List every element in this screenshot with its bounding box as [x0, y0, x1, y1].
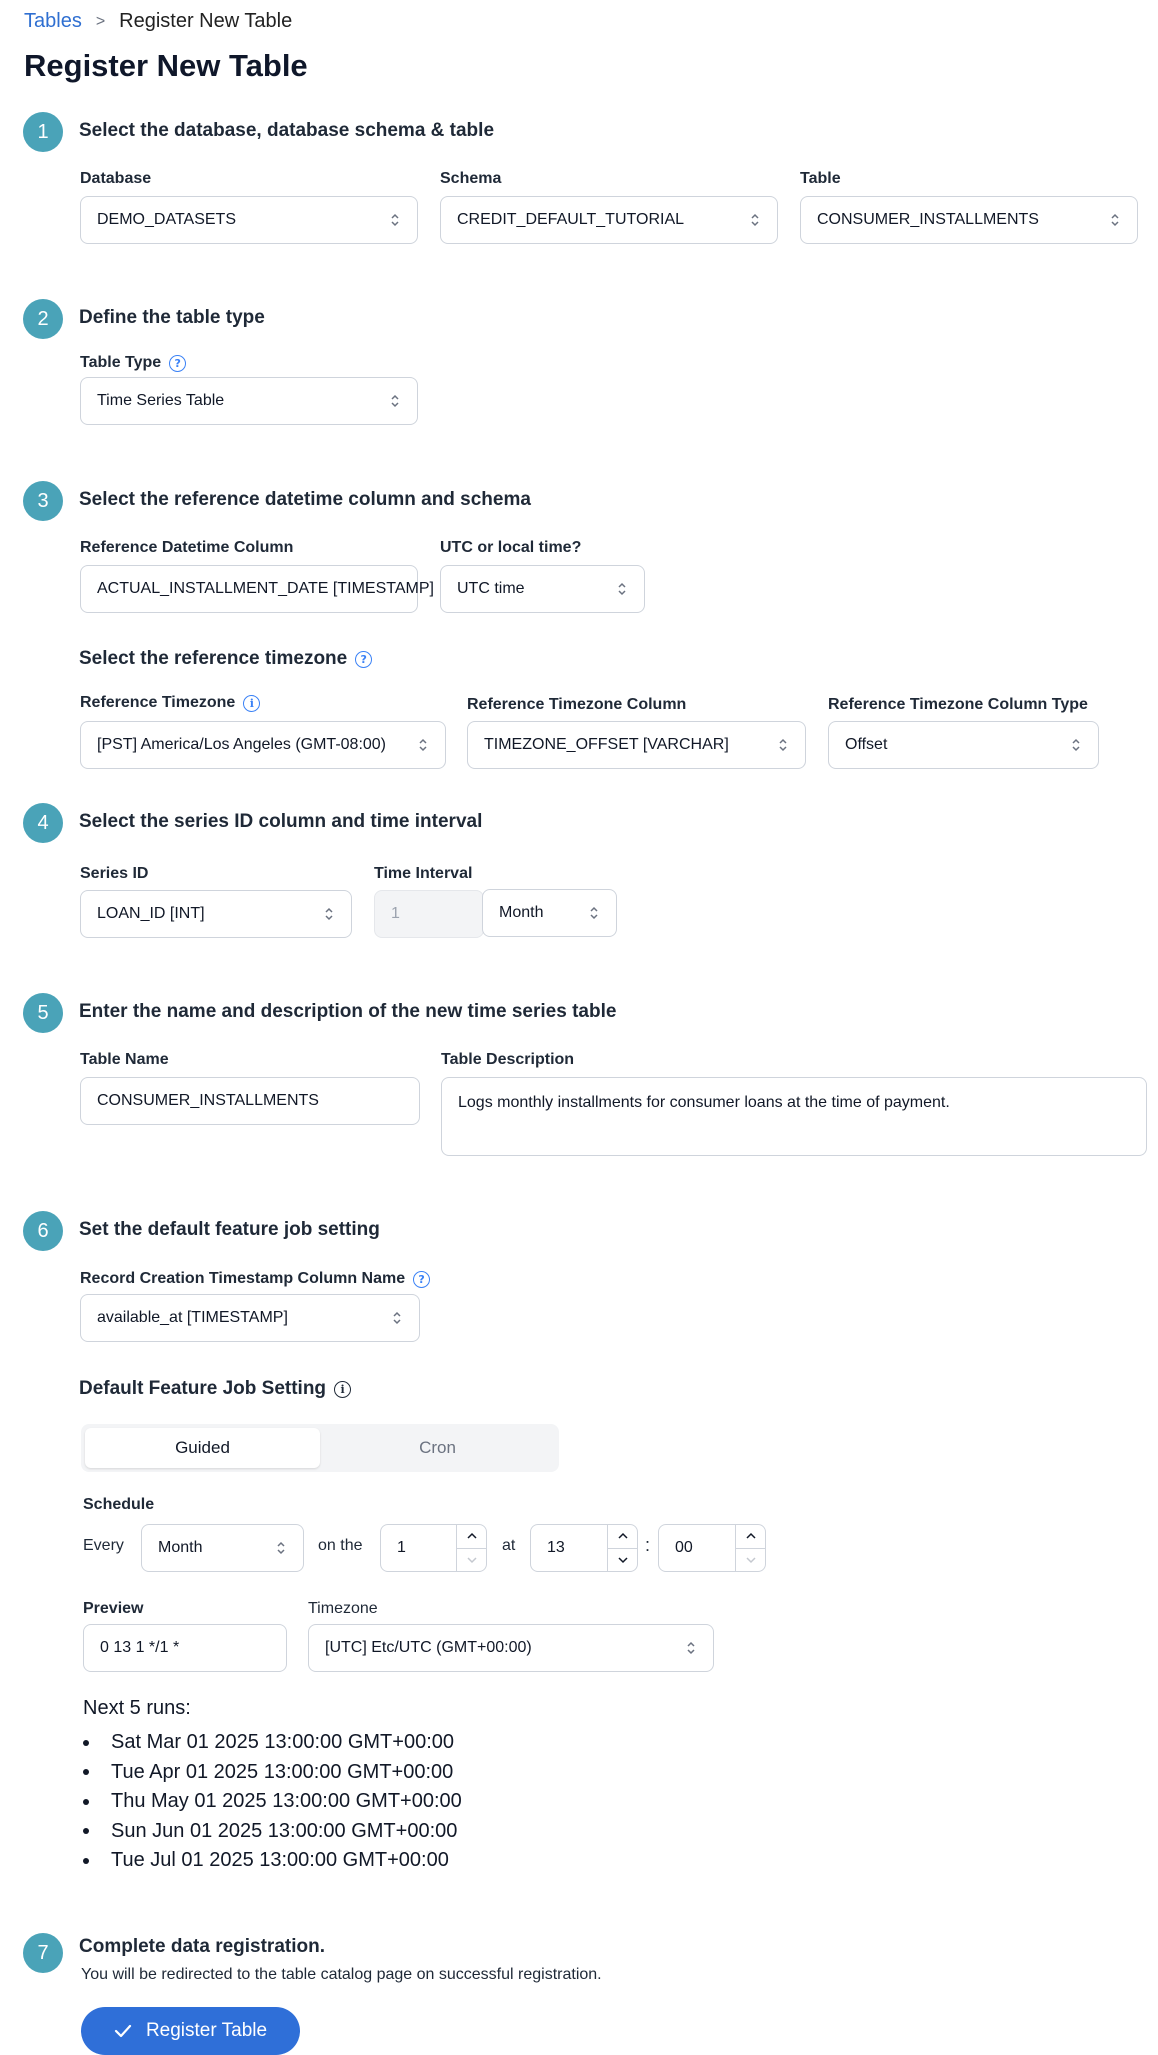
next-runs-list [83, 1728, 462, 1876]
ref-timezone-subtitle-text: Select the reference timezone [79, 648, 348, 669]
chevron-up-down-icon [417, 737, 429, 753]
table-description-textarea[interactable]: Logs monthly installments for consumer loans at the time of payment. [441, 1077, 1147, 1156]
schedule-mode-toggle [81, 1424, 559, 1472]
table-description-label: Table Description [441, 1051, 575, 1068]
step-badge-6: 6 [23, 1211, 63, 1251]
step-badge-2: 2 [23, 299, 63, 339]
ref-datetime-select-value: ACTUAL_INSTALLMENT_DATE [TIMESTAMP] [97, 580, 434, 597]
chevron-up-down-icon [323, 906, 335, 922]
chevron-up-down-icon [391, 1310, 403, 1326]
record-creation-label-text: Record Creation Timestamp Column Name [80, 1270, 406, 1287]
preview-input[interactable]: 0 13 1 */1 * [83, 1624, 287, 1672]
hour-stepper[interactable] [530, 1524, 638, 1572]
table-type-select-value: Time Series Table [97, 392, 225, 409]
step-title-1: Select the database, database schema & table [79, 120, 495, 141]
timezone-select-value: [UTC] Etc/UTC (GMT+00:00) [325, 1639, 532, 1656]
table-type-select[interactable] [80, 377, 418, 425]
minute-stepper[interactable] [658, 1524, 766, 1572]
info-icon[interactable]: i [243, 695, 260, 712]
page-title: Register New Table [24, 48, 308, 83]
breadcrumb [24, 10, 292, 33]
series-id-select[interactable] [80, 890, 352, 938]
ref-timezone-select[interactable] [80, 721, 446, 769]
step-7-description: You will be redirected to the table catalog page on successful registration. [81, 1966, 602, 1983]
list-item: Thu May 01 2025 13:00:00 GMT+00:00 [83, 1787, 462, 1817]
list-item: Tue Apr 01 2025 13:00:00 GMT+00:00 [83, 1758, 462, 1788]
table-name-input[interactable]: CONSUMER_INSTALLMENTS [80, 1077, 420, 1125]
ref-datetime-select[interactable] [80, 565, 434, 613]
database-select[interactable] [80, 196, 418, 244]
at-label: at [502, 1537, 516, 1554]
database-select-value: DEMO_DATASETS [97, 211, 236, 228]
help-icon[interactable]: ? [169, 355, 186, 372]
record-creation-select-value: available_at [TIMESTAMP] [97, 1309, 288, 1326]
chevron-down-icon[interactable] [608, 1548, 637, 1572]
step-title-7: Complete data registration. [79, 1936, 325, 1957]
step-badge-7: 7 [23, 1933, 63, 1973]
database-label: Database [80, 170, 152, 187]
series-id-label: Series ID [80, 865, 149, 882]
schema-label: Schema [440, 170, 502, 187]
chevron-up-down-icon [588, 905, 600, 921]
minute-stepper-buttons [735, 1525, 765, 1571]
schema-select-value: CREDIT_DEFAULT_TUTORIAL [457, 211, 685, 228]
table-name-label: Table Name [80, 1051, 169, 1068]
chevron-up-down-icon [616, 581, 628, 597]
chevron-up-down-icon [389, 393, 401, 409]
utc-local-label: UTC or local time? [440, 539, 582, 556]
ref-timezone-column-select-value: TIMEZONE_OFFSET [VARCHAR] [484, 736, 729, 753]
feature-job-setting-title-text: Default Feature Job Setting [79, 1378, 327, 1399]
breadcrumb-current: Register New Table [119, 10, 293, 32]
list-item: Sat Mar 01 2025 13:00:00 GMT+00:00 [83, 1728, 462, 1758]
step-badge-5: 5 [23, 993, 63, 1033]
chevron-up-down-icon [275, 1540, 287, 1556]
chevron-up-down-icon [389, 212, 401, 228]
time-interval-input[interactable]: 1 [374, 890, 484, 938]
timezone-select[interactable] [308, 1624, 714, 1672]
tab-cron[interactable]: Cron [419, 1438, 456, 1457]
every-select-value: Month [158, 1539, 203, 1556]
record-creation-select[interactable] [80, 1294, 420, 1342]
table-select[interactable] [800, 196, 1138, 244]
step-title-2: Define the table type [79, 307, 265, 328]
tab-guided[interactable]: Guided [85, 1428, 320, 1468]
hour-stepper-buttons [607, 1525, 637, 1571]
feature-job-setting-title [79, 1378, 351, 1400]
day-stepper-value: 1 [397, 1539, 406, 1556]
table-label: Table [800, 170, 841, 187]
step-title-6: Set the default feature job setting [79, 1219, 380, 1240]
info-icon[interactable]: i [334, 1381, 351, 1398]
chevron-up-icon[interactable] [457, 1525, 486, 1548]
chevron-down-icon[interactable] [736, 1548, 765, 1572]
utc-local-select-value: UTC time [457, 580, 525, 597]
step-badge-3: 3 [23, 481, 63, 521]
utc-local-select[interactable] [440, 565, 645, 613]
chevron-up-down-icon [1070, 737, 1082, 753]
schema-select[interactable] [440, 196, 778, 244]
next-runs-title: Next 5 runs: [83, 1697, 191, 1719]
step-title-5: Enter the name and description of the new time series table [79, 1001, 617, 1022]
chevron-up-icon[interactable] [736, 1525, 765, 1548]
hour-stepper-value: 13 [547, 1539, 565, 1556]
ref-timezone-column-label: Reference Timezone Column [467, 696, 687, 713]
register-table-button[interactable] [81, 2007, 300, 2055]
list-item: Sun Jun 01 2025 13:00:00 GMT+00:00 [83, 1817, 462, 1847]
help-icon[interactable]: ? [355, 651, 372, 668]
ref-timezone-column-type-select-value: Offset [845, 736, 888, 753]
check-icon [114, 2024, 132, 2038]
day-stepper-buttons [456, 1525, 486, 1571]
step-badge-1: 1 [23, 112, 63, 152]
ref-timezone-label [80, 694, 260, 712]
chevron-up-down-icon [1109, 212, 1121, 228]
time-interval-unit-value: Month [499, 904, 544, 921]
chevron-up-icon[interactable] [608, 1525, 637, 1548]
day-stepper[interactable] [380, 1524, 487, 1572]
preview-label: Preview [83, 1600, 144, 1617]
table-select-value: CONSUMER_INSTALLMENTS [817, 211, 1039, 228]
breadcrumb-link-tables[interactable]: Tables [24, 10, 82, 32]
timezone-label: Timezone [308, 1600, 378, 1617]
ref-timezone-column-select[interactable] [467, 721, 806, 769]
table-type-label [80, 354, 186, 372]
on-the-label: on the [318, 1537, 363, 1554]
table-type-label-text: Table Type [80, 354, 162, 371]
time-colon: : [645, 1535, 651, 1555]
ref-timezone-label-text: Reference Timezone [80, 694, 236, 711]
every-label: Every [83, 1537, 124, 1554]
register-table-button-label: Register Table [145, 2020, 268, 2041]
ref-timezone-column-type-select[interactable] [828, 721, 1099, 769]
help-icon[interactable]: ? [413, 1271, 430, 1288]
every-select[interactable] [141, 1524, 304, 1572]
ref-datetime-label: Reference Datetime Column [80, 539, 294, 556]
breadcrumb-separator: > [95, 12, 106, 30]
series-id-select-value: LOAN_ID [INT] [97, 905, 205, 922]
minute-stepper-value: 00 [675, 1539, 693, 1556]
schedule-label: Schedule [83, 1496, 155, 1513]
time-interval-unit-select[interactable] [482, 889, 617, 937]
list-item: Tue Jul 01 2025 13:00:00 GMT+00:00 [83, 1846, 462, 1876]
step-badge-4: 4 [23, 803, 63, 843]
ref-timezone-column-type-label: Reference Timezone Column Type [828, 696, 1088, 713]
chevron-up-down-icon [749, 212, 761, 228]
ref-timezone-select-value: [PST] America/Los Angeles (GMT-08:00) [97, 736, 387, 753]
step-title-3: Select the reference datetime column and schema [79, 489, 531, 510]
ref-timezone-subtitle [79, 648, 372, 670]
step-title-4: Select the series ID column and time interval [79, 811, 483, 832]
time-interval-label: Time Interval [374, 865, 473, 882]
chevron-down-icon[interactable] [457, 1548, 486, 1572]
record-creation-label [80, 1270, 430, 1288]
chevron-up-down-icon [685, 1640, 697, 1656]
chevron-up-down-icon [777, 737, 789, 753]
